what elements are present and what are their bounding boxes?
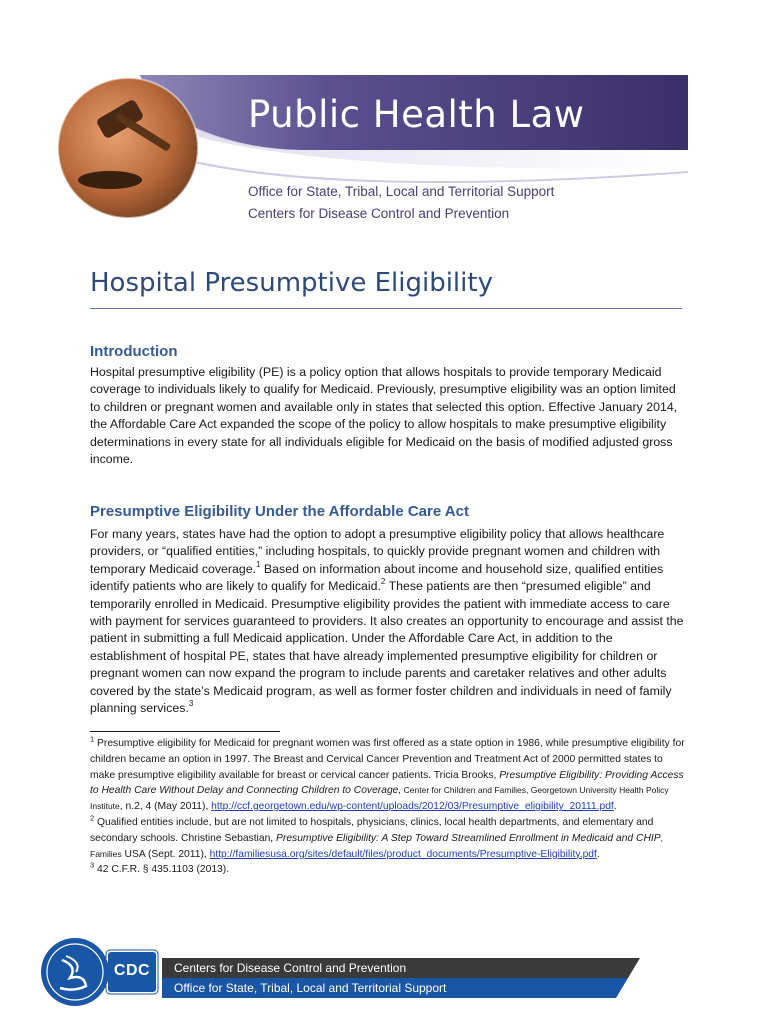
- footnote-3: [90, 862, 688, 878]
- footnote-1: [90, 736, 688, 815]
- footnote-end: .: [613, 801, 617, 813]
- banner-title: Public Health Law: [248, 93, 585, 136]
- footnote-end: .: [596, 848, 600, 860]
- aca-paragraph-part1: For many years, states have had the option to adopt a presumptive eligibility policy that allows healthcare providers, or “qualified entities,” including hospitals, to quickly provide pregnant women and children with temporary Medicaid coverage.: [90, 527, 665, 576]
- document-title: Hospital Presumptive Eligibility: [90, 268, 493, 298]
- footnote-text: 42 C.F.R. § 435.1103 (2013).: [94, 864, 230, 876]
- hhs-seal-icon: [41, 938, 109, 1006]
- banner: [0, 0, 770, 240]
- footnote-text: Qualified entities include, but are not limited to hospitals, physicians, clinics, local health departments, and elementary and secondary schools. Christine Sebastian,: [90, 816, 654, 844]
- footnote-ref-1[interactable]: 1: [256, 559, 261, 569]
- aca-paragraph: [90, 526, 688, 717]
- aca-paragraph-part3: These patients are then “presumed eligible” and temporarily enrolled in Medicaid. Presumptive eligibility provides the patient with immediate access to care with payment for services guaranteed to providers. It also creates an opportunity to encourage and assist the patient in submitting a full Medicaid application. Under the Affordable Care Act, in addition to the establishment of hospital PE, states that have already implemented presumptive eligibility for children or pregnant women can now expand the program to include parents and caretaker relatives and other adults covered by the state’s Medicaid program, as well as former foster children and individuals in need of family planning services.: [90, 579, 684, 716]
- section-heading-introduction: Introduction: [90, 343, 178, 360]
- footer-line-cdc: Centers for Disease Control and Prevention: [174, 961, 407, 975]
- footnotes: [90, 736, 688, 878]
- footnote-link[interactable]: http://familiesusa.org/sites/default/files/product_documents/Presumptive-Eligibility.pdf: [209, 848, 597, 860]
- footnote-link[interactable]: http://ccf.georgetown.edu/wp-content/uploads/2012/03/Presumptive_eligibility_20111.pdf: [211, 801, 614, 813]
- footnote-citation-title: Presumptive Eligibility: A Step Toward Streamlined Enrollment in Medicaid and CHIP: [276, 832, 661, 844]
- title-divider: [90, 308, 682, 309]
- footnote-citation-title: Presumptive Eligibility: Providing Access to Health Care Without Delay and Connecting Children to Coverage,: [90, 769, 684, 797]
- footnote-publisher: , Families: [90, 832, 663, 859]
- banner-subtitle-office: Office for State, Tribal, Local and Territorial Support: [248, 184, 555, 199]
- cdc-logo-text: CDC: [113, 962, 151, 979]
- footnote-text: , n.2, 4 (May 2011),: [119, 801, 212, 813]
- banner-subtitle-cdc: Centers for Disease Control and Prevention: [248, 206, 510, 221]
- section-heading-aca: Presumptive Eligibility Under the Affordable Care Act: [90, 503, 469, 520]
- footer: [0, 922, 770, 1024]
- footnote-number: 3: [90, 860, 95, 870]
- footnote-divider: [90, 731, 280, 732]
- footnote-ref-2[interactable]: 2: [380, 577, 386, 587]
- footnote-text: USA (Sept. 2011),: [121, 848, 210, 860]
- footer-line-office: Office for State, Tribal, Local and Territorial Support: [174, 981, 447, 995]
- footnote-text: Presumptive eligibility for Medicaid for pregnant women was first offered as a state option in 1986, while presumptive eligibility for children became an option in 1997. The Breast and Cervical Cancer Prevention and Treatment Act of 2000 permitted states to make presumptive eligibility available for breast or cervical cancer patients. Tricia Brooks,: [90, 738, 685, 781]
- footnote-number: 2: [90, 813, 95, 823]
- aca-paragraph-part2: Based on information about income and household size, qualified entities identify patients who are likely to qualify for Medicaid.: [90, 561, 664, 594]
- footnote-2: [90, 815, 688, 862]
- footnote-number: 1: [90, 734, 95, 744]
- introduction-paragraph: Hospital presumptive eligibility (PE) is a policy option that allows hospitals to provide temporary Medicaid coverage to individuals likely to qualify for Medicaid. Previously, presumptive eligibility was an option limited to children or pregnant women and available only in states that selected this option. Effective January 2014, the Affordable Care Act expanded the scope of the policy to allow hospitals to make presumptive eligibility determinations in every state for all individuals eligible for Medicaid on the basis of modified adjusted gross income.: [90, 365, 678, 467]
- footnote-publisher: Center for Children and Families, Georgetown University Health Policy Institute: [90, 785, 669, 812]
- footnote-ref-3[interactable]: 3: [188, 698, 194, 708]
